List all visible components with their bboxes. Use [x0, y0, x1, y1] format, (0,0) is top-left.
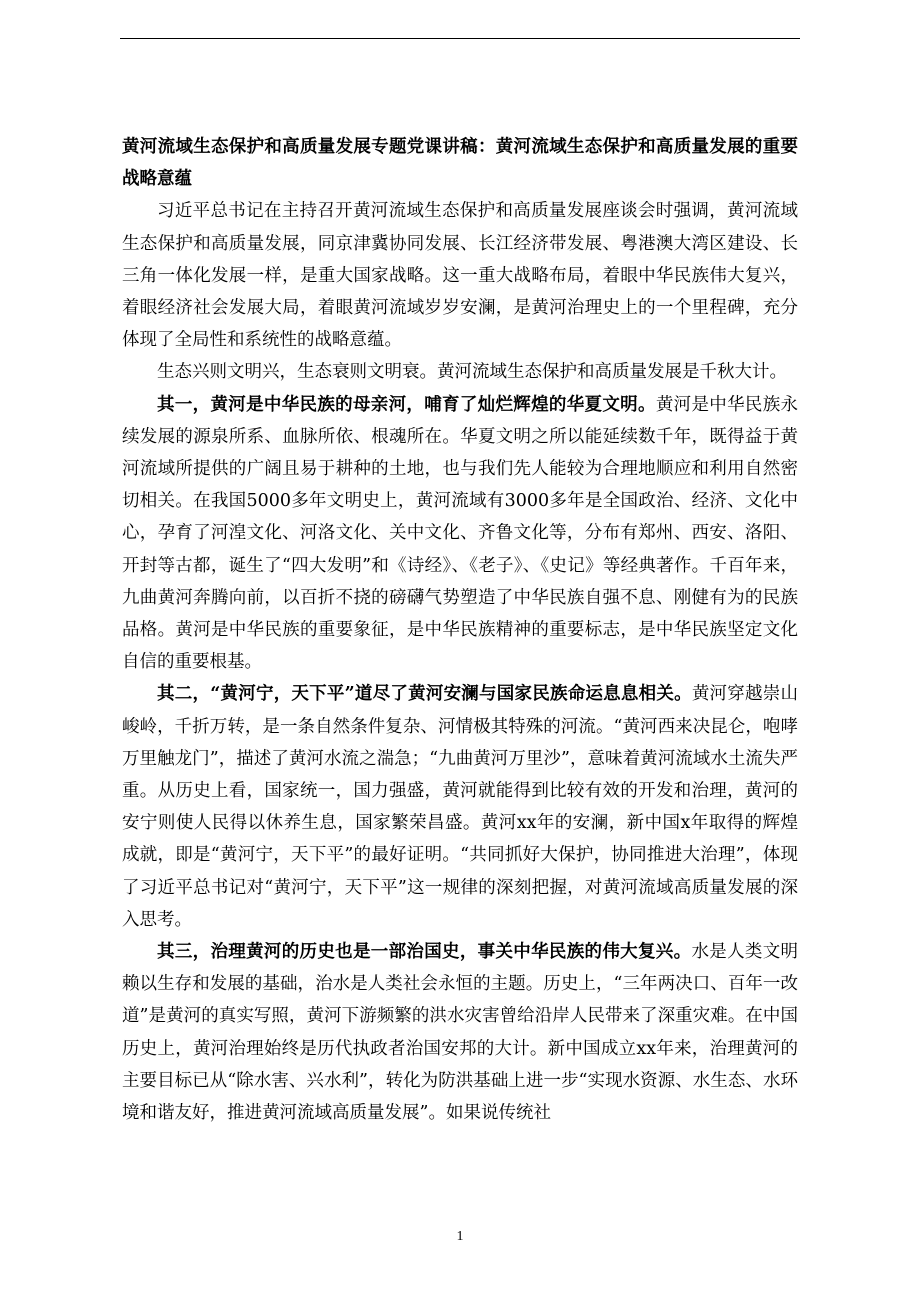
paragraph-text: 习近平总书记在主持召开黄河流域生态保护和高质量发展座谈会时强调，黄河流域生态保护和高质量发展，同京津冀协同发展、长江经济带发展、粤港澳大湾区建设、长三角一体化发展一样，是重大国家战略。这一重大战略布局，着眼中华民族伟大复兴，着眼经济社会发展大局，着眼黄河流域岁岁安澜，是黄河治理史上的一个里程碑，充分体现了全局性和系统性的战略意蕴。: [122, 201, 798, 351]
paragraph-2: [122, 356, 798, 388]
page-number: 1: [456, 1229, 464, 1244]
paragraph-5: [122, 936, 798, 1129]
paragraph-1: [122, 195, 798, 356]
document-body: [122, 131, 798, 1129]
paragraph-text: 黄河是中华民族永续发展的源泉所系、血脉所依、根魂所在。华夏文明之所以能延续数千年，既得益于黄河流域所提供的广阔且易于耕种的土地，也与我们先人能较为合理地顺应和利用自然密切相关。在我国5000多年文明史上，黄河流域有3000多年是全国政治、经济、文化中心，孕育了河湟文化、河洛文化、关中文化、齐鲁文化等，分布有郑州、西安、洛阳、开封等古都，诞生了“四大发明”和《诗经》、《老子》、《史记》等经典著作。千百年来，九曲黄河奔腾向前，以百折不挠的磅礴气势塑造了中华民族自强不息、刚健有为的民族品格。黄河是中华民族的重要象征，是中华民族精神的重要标志，是中华民族坚定文化自信的重要根基。: [122, 394, 799, 673]
paragraph-text: 黄河穿越崇山峻岭，千折万转，是一条自然条件复杂、河情极其特殊的河流。“黄河西来决昆仑，咆哮万里触龙门”，描述了黄河水流之湍急；“九曲黄河万里沙”，意味着黄河流域水土流失严重。从历史上看，国家统一，国力强盛，黄河就能得到比较有效的开发和治理，黄河的安宁则使人民得以休养生息，国家繁荣昌盛。黄河xx年的安澜，新中国x年取得的辉煌成就，即是“黄河宁，天下平”的最好证明。“共同抓好大保护，协同推进大治理”，体现了习近平总书记对“黄河宁，天下平”这一规律的深刻把握，对黄河流域高质量发展的深入思考。: [122, 684, 798, 930]
paragraph-text: 生态兴则文明兴，生态衰则文明衰。黄河流域生态保护和高质量发展是千秋大计。: [157, 362, 787, 383]
document-title: 黄河流域生态保护和高质量发展专题党课讲稿：黄河流域生态保护和高质量发展的重要战略意蕴: [122, 137, 798, 190]
paragraph-4: [122, 678, 798, 936]
paragraph-3: [122, 389, 798, 679]
paragraph-lead: 其三，治理黄河的历史也是一部治国史，事关中华民族的伟大复兴。: [157, 942, 692, 963]
paragraph-text: 水是人类文明赖以生存和发展的基础，治水是人类社会永恒的主题。历史上，“三年两决口、百年一改道”是黄河的真实写照，黄河下游频繁的洪水灾害曾给沿岸人民带来了深重灾难。在中国历史上，黄河治理始终是历代执政者治国安邦的大计。新中国成立xx年来，治理黄河的主要目标已从“除水害、兴水利”，转化为防洪基础上进一步“实现水资源、水生态、水环境和谐友好，推进黄河流域高质量发展”。如果说传统社: [122, 942, 799, 1124]
paragraph-lead: 其二，“黄河宁，天下平”道尽了黄河安澜与国家民族命运息息相关。: [157, 684, 692, 705]
header-rule: [120, 38, 800, 39]
paragraph-lead: 其一，黄河是中华民族的母亲河，哺育了灿烂辉煌的华夏文明。: [157, 394, 656, 415]
